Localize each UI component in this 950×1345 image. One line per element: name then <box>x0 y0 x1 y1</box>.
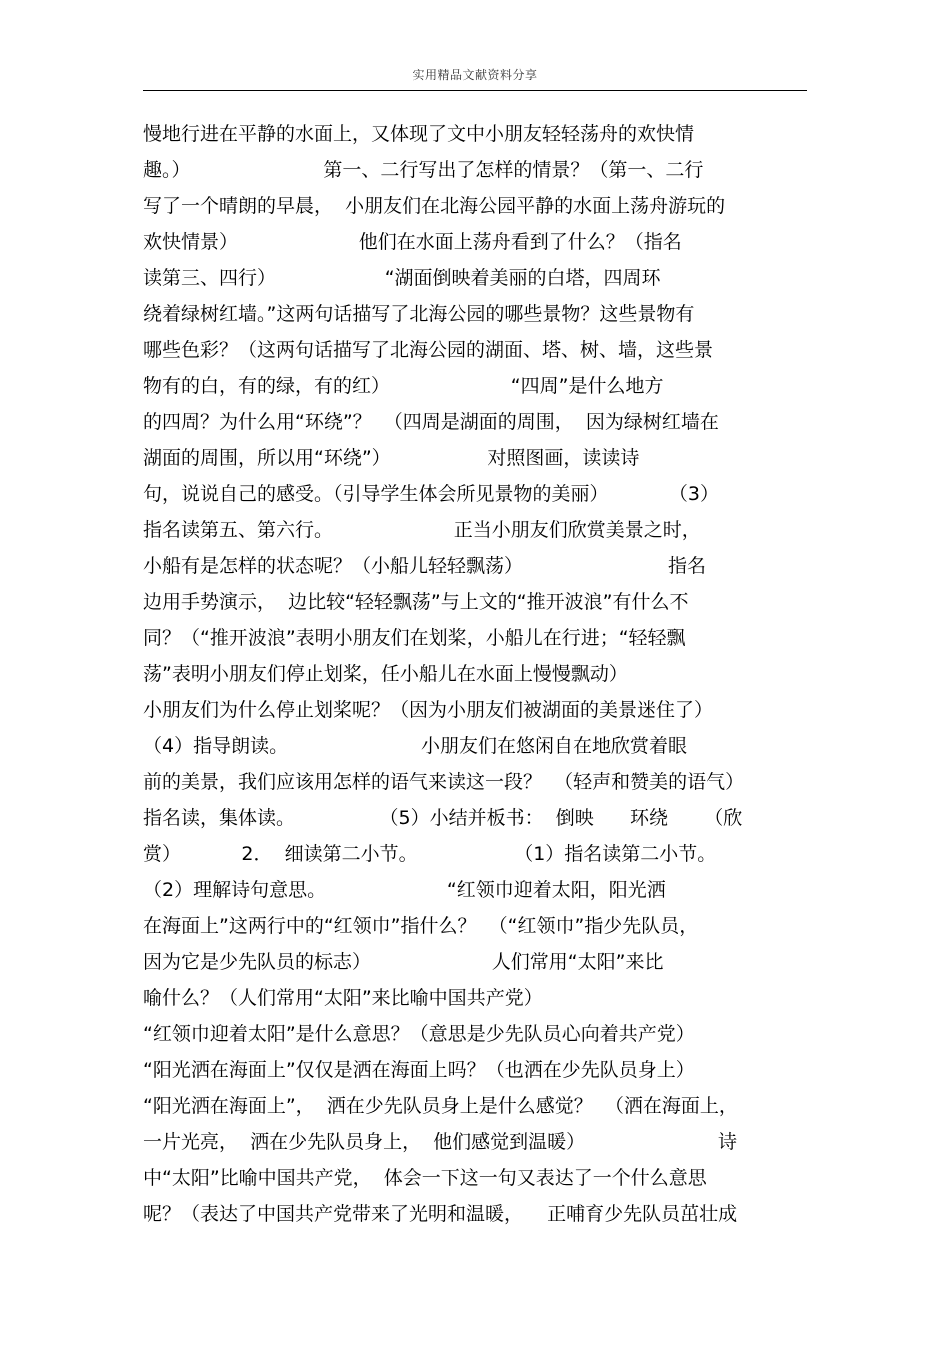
body-line: 同？（“推开波浪”表明小朋友们在划桨，小船儿在行进；“轻轻飘 <box>143 627 686 649</box>
body-line: 小朋友们为什么停止划桨呢？（因为小朋友们被湖面的美景迷住了） <box>143 699 714 721</box>
body-line: 喻什么？（人们常用“太阳”来比喻中国共产党） <box>143 987 543 1009</box>
body-line: “红领巾迎着太阳”是什么意思？（意思是少先队员心向着共产党） <box>143 1023 695 1045</box>
body-line: 中“太阳”比喻中国共产党， 体会一下这一句又表达了一个什么意思 <box>143 1167 707 1189</box>
body-line: 的四周？为什么用“环绕”？ （四周是湖面的周围， 因为绿树红墙在 <box>143 411 719 433</box>
body-line: 一片光亮， 洒在少先队员身上， 他们感觉到温暖） 诗 <box>143 1131 738 1153</box>
body-line: “阳光洒在海面上”仅仅是洒在海面上吗？（也洒在少先队员身上） <box>143 1059 695 1081</box>
body-line: 趣。） 第一、二行写出了怎样的情景？（第一、二行 <box>143 159 704 181</box>
header-divider <box>143 90 807 91</box>
body-line: 写了一个晴朗的早晨， 小朋友们在北海公园平静的水面上荡舟游玩的 <box>143 195 726 217</box>
body-line: “阳光洒在海面上”， 洒在少先队员身上是什么感觉？ （洒在海面上， <box>143 1095 738 1117</box>
body-line: 物有的白，有的绿，有的红） “四周”是什么地方 <box>143 375 664 397</box>
body-line: 赏） 2． 细读第二小节。 （1）指名读第二小节。 <box>143 843 717 865</box>
body-line: 慢地行进在平静的水面上，又体现了文中小朋友轻轻荡舟的欢快情 <box>143 123 695 145</box>
body-line: 呢？（表达了中国共产党带来了光明和温暖， 正哺育少先队员茁壮成 <box>143 1203 738 1225</box>
body-line: 荡”表明小朋友们停止划桨，任小船儿在水面上慢慢飘动） <box>143 663 628 685</box>
body-line: 因为它是少先队员的标志） 人们常用“太阳”来比 <box>143 951 664 973</box>
body-line: 哪些色彩？（这两句话描写了北海公园的湖面、塔、树、墙，这些景 <box>143 339 714 361</box>
body-line: （2）理解诗句意思。 “红领巾迎着太阳，阳光洒 <box>143 879 666 901</box>
body-line: 边用手势演示， 边比较“轻轻飘荡”与上文的“推开波浪”有什么不 <box>143 591 689 613</box>
body-line: 读第三、四行） “湖面倒映着美丽的白塔，四周环 <box>143 267 661 289</box>
page-header: 实用精品文献资料分享 <box>412 68 538 82</box>
body-line: 指名读，集体读。 （5）小结并板书： 倒映 环绕 （欣 <box>143 807 743 829</box>
body-line: （4）指导朗读。 小朋友们在悠闲自在地欣赏着眼 <box>143 735 687 757</box>
body-line: 前的美景，我们应该用怎样的语气来读这一段？ （轻声和赞美的语气） <box>143 771 745 793</box>
body-line: 小船有是怎样的状态呢？（小船儿轻轻飘荡） 指名 <box>143 555 706 577</box>
body-line: 在海面上”这两行中的“红领巾”指什么？ （“红领巾”指少先队员， <box>143 915 699 937</box>
body-line: 指名读第五、第六行。 正当小朋友们欣赏美景之时， <box>143 519 701 541</box>
body-line: 湖面的周围，所以用“环绕”） 对照图画，读读诗 <box>143 447 640 469</box>
body-line: 欢快情景） 他们在水面上荡舟看到了什么？（指名 <box>143 231 682 253</box>
document-body <box>143 116 807 1232</box>
body-line: 句，说说自己的感受。（引导学生体会所见景物的美丽） （3） <box>143 483 719 505</box>
body-line: 绕着绿树红墙。”这两句话描写了北海公园的哪些景物？这些景物有 <box>143 303 695 325</box>
